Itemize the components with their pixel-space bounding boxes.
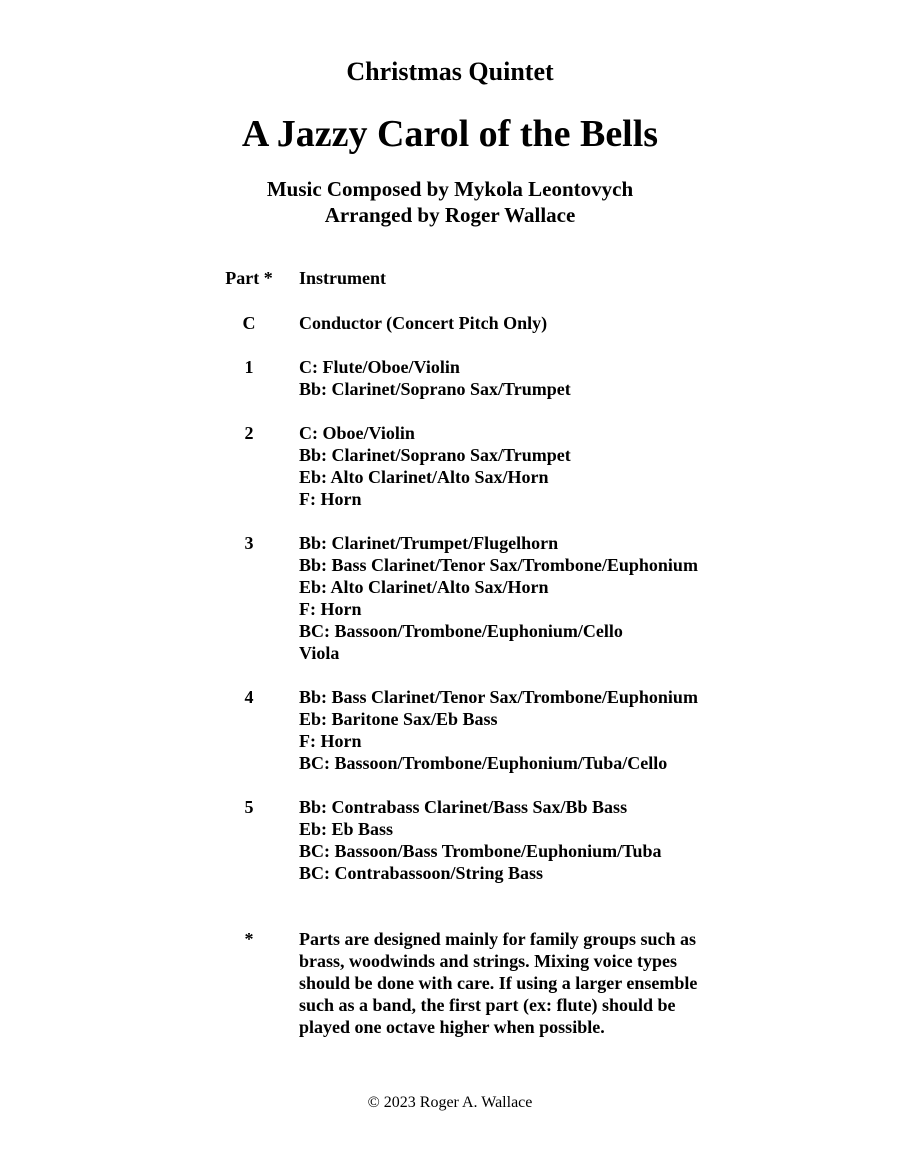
instrument-line: C: Flute/Oboe/Violin [299, 357, 460, 377]
subtitle: Christmas Quintet [346, 57, 554, 86]
instrument-list [299, 422, 571, 510]
part-column-header: Part * [225, 268, 273, 288]
instrument-line: C: Oboe/Violin [299, 423, 415, 443]
composer-credit: Music Composed by Mykola Leontovych [266, 177, 634, 201]
footnote-line: should be done with care. If using a larger ensemble [299, 973, 698, 993]
instrument-line: Bb: Clarinet/Soprano Sax/Trumpet [299, 445, 571, 465]
arranger-credit: Arranged by Roger Wallace [324, 203, 576, 227]
instrument-line: Bb: Clarinet/Soprano Sax/Trumpet [299, 379, 571, 399]
instrument-line: BC: Bassoon/Bass Trombone/Euphonium/Tuba [299, 841, 662, 861]
instrument-column-header: Instrument [299, 268, 387, 288]
instrument-line: Eb: Baritone Sax/Eb Bass [299, 709, 498, 729]
part-number: 3 [244, 533, 254, 553]
instrument-line: BC: Bassoon/Trombone/Euphonium/Cello [299, 621, 623, 641]
instrument-list [299, 312, 547, 334]
part-number: 1 [244, 357, 254, 377]
part-number: 4 [244, 687, 254, 707]
footnote-line: played one octave higher when possible. [299, 1017, 605, 1037]
copyright-notice: © 2023 Roger A. Wallace [367, 1094, 533, 1111]
instrument-line: Viola [299, 643, 340, 663]
part-number: 2 [244, 423, 254, 443]
page-title: A Jazzy Carol of the Bells [241, 113, 659, 155]
footnote-line: brass, woodwinds and strings. Mixing voice types [299, 951, 678, 971]
instrument-list [299, 532, 698, 664]
part-number: C [242, 313, 256, 333]
instrument-list [299, 356, 571, 400]
instrument-line: Conductor (Concert Pitch Only) [299, 313, 548, 333]
footnote-text [299, 928, 739, 1038]
instrument-line: Eb: Alto Clarinet/Alto Sax/Horn [299, 577, 549, 597]
instrument-line: Bb: Contrabass Clarinet/Bass Sax/Bb Bass [299, 797, 628, 817]
instrument-line: F: Horn [299, 731, 362, 751]
instrument-line: BC: Contrabassoon/String Bass [299, 863, 544, 883]
instrument-line: Bb: Bass Clarinet/Tenor Sax/Trombone/Euphonium [299, 555, 698, 575]
instrument-line: Eb: Alto Clarinet/Alto Sax/Horn [299, 467, 549, 487]
instrument-line: BC: Bassoon/Trombone/Euphonium/Tuba/Cello [299, 753, 668, 773]
instrument-line: Eb: Eb Bass [299, 819, 394, 839]
part-number: 5 [244, 797, 254, 817]
instrument-line: Bb: Bass Clarinet/Tenor Sax/Trombone/Euphonium [299, 687, 698, 707]
instrument-list [299, 796, 662, 884]
instrument-line: F: Horn [299, 489, 362, 509]
footnote-line: such as a band, the first part (ex: flute) should be [299, 995, 676, 1015]
footnote-marker: * [244, 929, 254, 949]
footnote-line: Parts are designed mainly for family groups such as [299, 929, 697, 949]
instrument-line: F: Horn [299, 599, 362, 619]
instrument-line: Bb: Clarinet/Trumpet/Flugelhorn [299, 533, 559, 553]
instrument-list [299, 686, 698, 774]
